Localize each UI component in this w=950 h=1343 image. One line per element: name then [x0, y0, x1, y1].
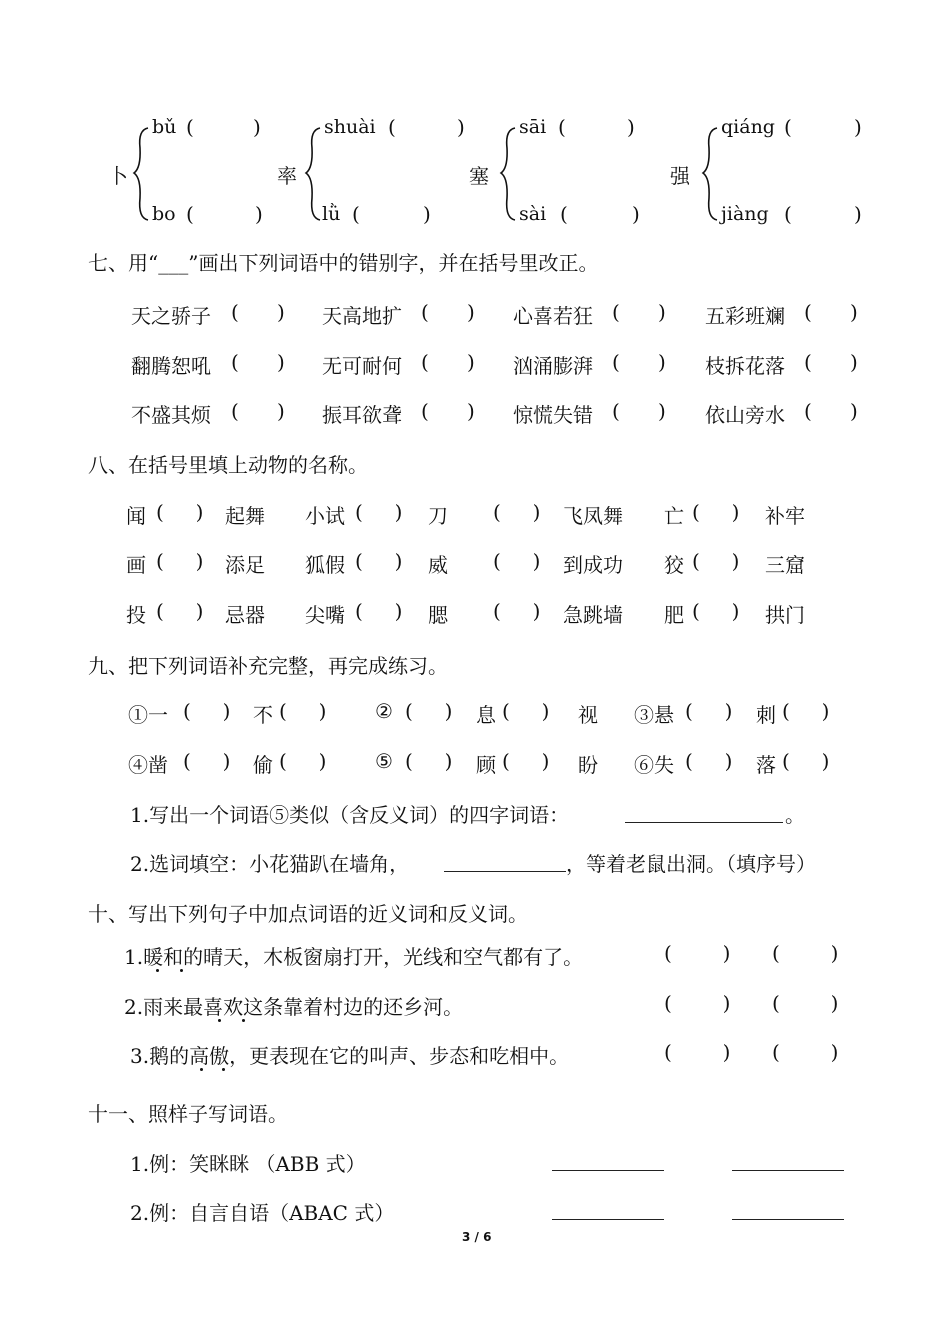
section7-title — [88, 247, 598, 276]
idiom-part: 拱门 — [765, 603, 805, 627]
idiom-part: 小试 — [305, 504, 345, 528]
word-part: 偷 — [253, 753, 273, 777]
pinyin-top-4: qiáng — [721, 116, 775, 138]
word-part: ② — [375, 699, 393, 723]
poly-char-2: 率 — [277, 164, 297, 188]
answer-paren[interactable]: ( ) — [612, 399, 666, 423]
answer-paren[interactable]: ( ) — [493, 500, 541, 524]
answer-paren[interactable]: ( ) — [355, 500, 403, 524]
brace-2 — [304, 126, 324, 222]
answer-paren-close[interactable]: ) — [632, 202, 640, 226]
answer-paren[interactable]: ( ) — [612, 300, 666, 324]
sentence-2: 2.雨来最喜欢这条靠着村边的还乡河。 — [124, 995, 464, 1019]
word-part: 刺 — [756, 703, 776, 727]
idiom-part: 画 — [126, 553, 146, 577]
answer-paren[interactable]: ( ) — [156, 500, 204, 524]
sentence-3: 3.鹅的高傲，更表现在它的叫声、步态和吃相中。 — [130, 1044, 570, 1068]
answer-paren-close[interactable]: ) — [627, 115, 635, 139]
section11-title: 十一、照样子写词语。 — [88, 1102, 288, 1126]
answer-paren-antonym[interactable]: ( ) — [772, 941, 839, 965]
answer-paren[interactable]: ( ) — [156, 549, 204, 573]
answer-paren[interactable]: ( ) — [692, 500, 740, 524]
answer-paren-open[interactable]: ( — [784, 202, 792, 226]
idiom-part: 肥 — [664, 603, 684, 627]
pinyin-bottom-1: bo — [152, 203, 176, 225]
word-part: ⑤ — [375, 749, 393, 773]
answer-paren[interactable]: ( ) — [156, 599, 204, 623]
answer-blank-line[interactable] — [444, 871, 566, 872]
answer-paren[interactable]: ( ) — [782, 699, 830, 723]
answer-paren-open[interactable]: ( — [186, 115, 194, 139]
example-2: 2.例：自言自语（ABAC 式） — [130, 1201, 395, 1225]
brace-4 — [701, 126, 721, 222]
poly-char-3: 塞 — [469, 164, 489, 188]
word-part: 顾 — [476, 753, 496, 777]
answer-paren[interactable]: ( ) — [279, 699, 327, 723]
idiom-part: 威 — [428, 553, 448, 577]
example-1: 1.例：笑眯眯 （ABB 式） — [130, 1152, 366, 1176]
idiom-part: 投 — [126, 603, 146, 627]
word-part: ①一 — [128, 703, 168, 727]
sentence-1: 1.暖和的晴天，木板窗扇打开，光线和空气都有了。 — [124, 945, 584, 969]
answer-paren[interactable]: ( ) — [493, 599, 541, 623]
typo-word: 不盛其烦 — [131, 403, 211, 427]
section8-title: 八、在括号里填上动物的名称。 — [88, 453, 368, 477]
section9-q1: 1.写出一个词语⑤类似（含反义词）的四字词语： — [130, 803, 570, 827]
pinyin-top-3: sāi — [519, 116, 547, 138]
idiom-part: 腮 — [428, 603, 448, 627]
idiom-part: 急跳墙 — [563, 603, 623, 627]
answer-paren[interactable]: ( ) — [493, 549, 541, 573]
section9-title: 九、把下列词语补充完整，再完成练习。 — [88, 654, 448, 678]
answer-blank-line[interactable] — [732, 1170, 844, 1171]
answer-blank-line[interactable] — [625, 822, 783, 823]
word-part: 落 — [756, 753, 776, 777]
idiom-part: 狡 — [664, 553, 684, 577]
brace-1 — [132, 126, 152, 222]
pinyin-top-2: shuài — [324, 116, 376, 138]
pinyin-bottom-3: sài — [519, 203, 547, 225]
section7-title-blank: ___ — [158, 251, 189, 275]
answer-paren[interactable]: ( ) — [685, 749, 733, 773]
answer-blank-line[interactable] — [552, 1219, 664, 1220]
idiom-part: 狐假 — [305, 553, 345, 577]
answer-paren[interactable]: ( ) — [183, 749, 231, 773]
word-part: 息 — [476, 703, 496, 727]
emphasis-dot — [222, 1068, 225, 1071]
typo-word: 天之骄子 — [131, 304, 211, 328]
typo-word: 翻腾恕吼 — [131, 354, 211, 378]
idiom-part: 闻 — [126, 504, 146, 528]
answer-paren-close[interactable]: ) — [457, 115, 465, 139]
answer-paren[interactable]: ( ) — [405, 749, 453, 773]
pinyin-bottom-2: lǜ — [322, 203, 341, 225]
pinyin-bottom-4: jiàng — [721, 203, 769, 225]
brace-3 — [499, 126, 519, 222]
answer-paren-synonym[interactable]: ( ) — [664, 941, 731, 965]
answer-paren[interactable]: ( ) — [183, 699, 231, 723]
answer-paren-synonym[interactable]: ( ) — [664, 1040, 731, 1064]
typo-word: 五彩班斓 — [705, 304, 785, 328]
poly-char-4: 强 — [670, 164, 690, 188]
answer-paren[interactable]: ( ) — [804, 399, 858, 423]
idiom-part: 尖嘴 — [305, 603, 345, 627]
idiom-part: 飞凤舞 — [563, 504, 623, 528]
typo-word: 无可耐何 — [322, 354, 402, 378]
answer-paren[interactable]: ( ) — [692, 549, 740, 573]
answer-paren[interactable]: ( ) — [421, 399, 475, 423]
answer-paren-open[interactable]: ( — [560, 202, 568, 226]
answer-paren-antonym[interactable]: ( ) — [772, 991, 839, 1015]
answer-paren[interactable]: ( ) — [231, 300, 285, 324]
answer-paren[interactable]: ( ) — [692, 599, 740, 623]
idiom-part: 亡 — [664, 504, 684, 528]
answer-paren-open[interactable]: ( — [352, 202, 360, 226]
typo-word: 汹涌膨湃 — [513, 354, 593, 378]
answer-paren[interactable]: ( ) — [782, 749, 830, 773]
answer-paren-open[interactable]: ( — [784, 115, 792, 139]
page-number: 3 / 6 — [462, 1230, 492, 1244]
idiom-part: 刀 — [428, 504, 448, 528]
answer-paren-antonym[interactable]: ( ) — [772, 1040, 839, 1064]
answer-paren[interactable]: ( ) — [804, 350, 858, 374]
emphasis-dot — [242, 1019, 245, 1022]
answer-paren[interactable]: ( ) — [502, 749, 550, 773]
answer-paren[interactable]: ( ) — [421, 350, 475, 374]
emphasis-dot — [156, 969, 159, 972]
word-part: ③悬 — [634, 703, 674, 727]
idiom-part: 补牢 — [765, 504, 805, 528]
answer-paren[interactable]: ( ) — [685, 699, 733, 723]
pinyin-top-1: bǔ — [152, 116, 177, 138]
answer-paren[interactable]: ( ) — [231, 399, 285, 423]
section9-q2-suffix: ，等着老鼠出洞。（填序号） — [566, 852, 816, 876]
answer-paren-open[interactable]: ( — [186, 202, 194, 226]
word-part: ⑥失 — [634, 753, 674, 777]
idiom-part: 添足 — [225, 553, 265, 577]
idiom-part: 到成功 — [563, 553, 623, 577]
section9-q2-prefix: 2.选词填空：小花猫趴在墙角， — [130, 852, 410, 876]
section10-title: 十、写出下列句子中加点词语的近义词和反义词。 — [88, 902, 528, 926]
answer-paren-close[interactable]: ) — [253, 115, 261, 139]
idiom-part: 忌器 — [225, 603, 265, 627]
idiom-part: 三窟 — [765, 553, 805, 577]
answer-paren[interactable]: ( ) — [355, 599, 403, 623]
emphasis-dot — [180, 969, 183, 972]
word-part: 不 — [253, 703, 273, 727]
answer-paren[interactable]: ( ) — [279, 749, 327, 773]
answer-paren[interactable]: ( ) — [502, 699, 550, 723]
typo-word: 心喜若狂 — [513, 304, 593, 328]
answer-paren[interactable]: ( ) — [405, 699, 453, 723]
word-part: 视 — [578, 703, 598, 727]
emphasis-dot — [200, 1068, 203, 1071]
answer-paren-open[interactable]: ( — [388, 115, 396, 139]
idiom-part: 起舞 — [225, 504, 265, 528]
answer-paren[interactable]: ( ) — [231, 350, 285, 374]
answer-paren[interactable]: ( ) — [804, 300, 858, 324]
answer-paren-close[interactable]: ) — [423, 202, 431, 226]
section7-title-suffix: ”画出下列词语中的错别字，并在括号里改正。 — [188, 251, 599, 275]
answer-blank-line[interactable] — [732, 1219, 844, 1220]
answer-paren[interactable]: ( ) — [355, 549, 403, 573]
section7-title-prefix: 七、用“ — [88, 251, 159, 275]
answer-paren-close[interactable]: ) — [854, 202, 862, 226]
answer-blank-line[interactable] — [552, 1170, 664, 1171]
answer-paren-synonym[interactable]: ( ) — [664, 991, 731, 1015]
answer-paren-close[interactable]: ) — [255, 202, 263, 226]
emphasis-dot — [218, 1019, 221, 1022]
poly-char-1: 卜 — [108, 164, 128, 188]
answer-paren-close[interactable]: ) — [854, 115, 862, 139]
answer-paren[interactable]: ( ) — [421, 300, 475, 324]
typo-word: 惊慌失错 — [513, 403, 593, 427]
word-part: ④凿 — [128, 753, 168, 777]
word-part: 盼 — [578, 753, 598, 777]
answer-paren[interactable]: ( ) — [612, 350, 666, 374]
typo-word: 枝拆花落 — [705, 354, 785, 378]
typo-word: 依山旁水 — [705, 403, 785, 427]
section9-q1-end: 。 — [785, 803, 805, 827]
typo-word: 天高地扩 — [322, 304, 402, 328]
answer-paren-open[interactable]: ( — [558, 115, 566, 139]
typo-word: 振耳欲聋 — [322, 403, 402, 427]
